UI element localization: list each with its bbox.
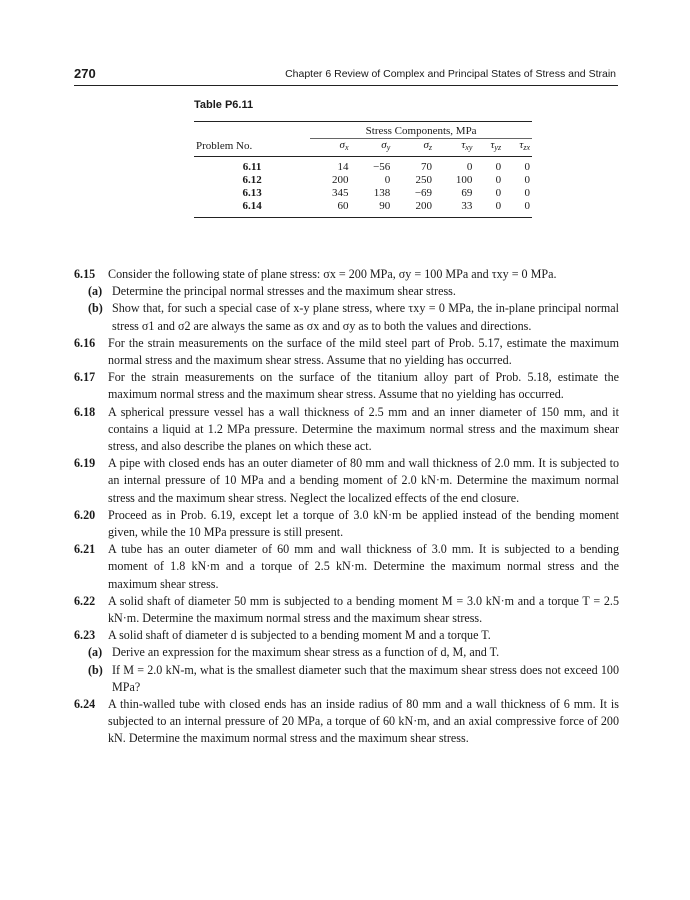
- table-row: [194, 200, 532, 218]
- problem-part: [74, 283, 619, 300]
- stress-value-cell: 0: [495, 174, 502, 186]
- stress-value-cell: 0: [524, 174, 530, 186]
- running-head: Chapter 6 Review of Complex and Principal States of Stress and Strain: [285, 68, 616, 80]
- problem-number: 6.17: [74, 370, 96, 385]
- stress-value-cell: 70: [421, 161, 433, 173]
- stress-value-cell: 14: [337, 161, 349, 173]
- stress-value-cell: 60: [310, 200, 350, 218]
- column-header-sigma-y: $\sigma_y$: [351, 139, 393, 157]
- problem-text: A spherical pressure vessel has a wall thickness of 2.5 mm and an inner diameter of 150 mm, and it contains a liquid at 1.2 MPa pressure. Determine the maximum normal stress and the maximum shear stress, and also describe the planes on which these act.: [108, 404, 619, 454]
- part-text: If M = 2.0 kN-m, what is the smallest diameter such that the maximum shear stress does not exceed 100 MPa?: [112, 662, 619, 694]
- stress-value-cell: 250: [415, 174, 433, 186]
- stress-value-cell: 69: [461, 187, 473, 199]
- problem-6-24: [74, 696, 619, 748]
- problem-part: [74, 662, 619, 696]
- stress-value-cell: 0: [474, 200, 503, 218]
- table-row: [194, 187, 532, 200]
- stress-value-cell: −56: [373, 161, 391, 173]
- problem-text: A solid shaft of diameter d is subjected to a bending moment M and a torque T.: [108, 628, 491, 643]
- problem-part: [74, 644, 619, 661]
- problem-text: Consider the following state of plane stress: σx = 200 MPa, σy = 100 MPa and τxy = 0 MPa.: [108, 267, 557, 281]
- problem-number-cell: 6.12: [242, 174, 262, 186]
- problem-6-16: [74, 335, 619, 369]
- problem-number: 6.16: [74, 335, 96, 350]
- part-label: (b): [88, 662, 103, 677]
- problem-6-18: [74, 404, 619, 456]
- column-header-problem-no: Problem No.: [194, 139, 310, 157]
- stress-value-cell: 90: [351, 200, 393, 218]
- stress-value-cell: 138: [373, 187, 391, 199]
- stress-value-cell: 33: [434, 200, 474, 218]
- problem-text: A solid shaft of diameter 50 mm is subjected to a bending moment M = 3.0 kN·m and a torque T = 2.5 kN·m. Determine the maximum normal stress and the maximum shear stress.: [108, 593, 619, 626]
- problem-number-cell: 6.13: [242, 187, 262, 199]
- problem-text: For the strain measurements on the surface of the titanium alloy part of Prob. 5.18, estimate the maximum normal stress and the maximum shear stress. Assume that no yielding has occurred.: [108, 370, 619, 402]
- stress-table: [194, 121, 532, 218]
- problem-6-15: [74, 266, 619, 283]
- problem-6-19: [74, 455, 619, 507]
- column-header-tau-zx: $\tau_{zx}$: [503, 139, 532, 157]
- column-header-tau-xy: $\tau_{xy}$: [434, 139, 474, 157]
- page-number: 270: [74, 66, 96, 81]
- part-label: (a): [88, 284, 103, 299]
- part-text: Derive an expression for the maximum shear stress as a function of d, M, and T.: [112, 645, 500, 660]
- stress-value-cell: 0: [524, 187, 530, 199]
- table-body: [194, 157, 532, 218]
- problem-text: Proceed as in Prob. 6.19, except let a torque of 3.0 kN·m be applied instead of the bending moment given, while the 10 MPa pressure is still present.: [108, 507, 619, 540]
- problem-6-17: [74, 369, 619, 403]
- table-group-header: Stress Components, MPa: [310, 122, 532, 139]
- problem-number: 6.15: [74, 267, 96, 281]
- part-label: (b): [88, 301, 103, 316]
- stress-value-cell: 0: [495, 187, 502, 199]
- problem-number-cell: 6.14: [194, 200, 310, 218]
- problem-number: 6.19: [74, 456, 96, 471]
- problem-6-20: [74, 507, 619, 541]
- stress-value-cell: 0: [524, 161, 530, 173]
- part-label: (a): [88, 645, 103, 660]
- stress-value-cell: 0: [466, 161, 473, 173]
- problem-number-cell: 6.11: [242, 161, 262, 173]
- problem-number: 6.23: [74, 628, 96, 643]
- stress-value-cell: 0: [503, 200, 532, 218]
- problem-part: [74, 300, 619, 334]
- problem-text: For the strain measurements on the surface of the mild steel part of Prob. 5.17, estimate the maximum normal stress and the maximum shear stress. Assume that no yielding has occurred.: [108, 335, 619, 368]
- column-header-tau-yz: $\tau_{yz}$: [474, 139, 503, 157]
- problem-number: 6.21: [74, 542, 96, 557]
- stress-value-cell: 345: [332, 187, 349, 199]
- stress-value-cell: 0: [495, 161, 502, 173]
- column-header-sigma-x: $\sigma_x$: [310, 139, 350, 157]
- problem-text: A thin-walled tube with closed ends has an inside radius of 80 mm and a wall thickness of 6 mm. It is subjected to an internal pressure of 20 MPa, a torque of 60 kN·m, and an axial compressive force of 200 kN. Determine the maximum normal stress and the maximum shear stress.: [108, 697, 619, 746]
- stress-value-cell: 0: [384, 174, 391, 186]
- problem-number: 6.24: [74, 697, 96, 712]
- stress-value-cell: 100: [455, 174, 473, 186]
- table-title: Table P6.11: [194, 99, 254, 111]
- table-row: [194, 157, 532, 175]
- problem-text: A pipe with closed ends has an outer diameter of 80 mm and wall thickness of 2.0 mm. It is subjected to an internal pressure of 10 MPa and a bending moment of 2.0 kN·m. Determine the maximum normal stress and the maximum shear stress. Neglect the localized effects of the end closure.: [108, 456, 619, 505]
- problem-text: A tube has an outer diameter of 60 mm and wall thickness of 3.0 mm. It is subjected to a bending moment of 1.8 kN·m and a torque of 2.5 kN·m. Determine the maximum normal stress and the maximum shear stress.: [108, 542, 619, 591]
- stress-value-cell: 200: [332, 174, 349, 186]
- table-column-headers: [194, 139, 532, 157]
- table-row: [194, 174, 532, 187]
- part-text: Show that, for such a special case of x-y plane stress, where τxy = 0 MPa, the in-plane principal normal stress σ1 and σ2 are always the same as σx and σy as to both the values and directions.: [112, 301, 619, 333]
- problem-list: [74, 266, 619, 748]
- problem-number: 6.20: [74, 507, 96, 522]
- stress-value-cell: −69: [414, 187, 433, 199]
- problem-6-23: [74, 627, 619, 644]
- column-header-sigma-z: $\sigma_z$: [392, 139, 434, 157]
- part-text: Determine the principal normal stresses and the maximum shear stress.: [112, 284, 456, 299]
- problem-6-21: [74, 541, 619, 593]
- page-header: [74, 66, 618, 86]
- problem-6-22: [74, 593, 619, 627]
- problem-number: 6.18: [74, 404, 96, 419]
- problem-number: 6.22: [74, 593, 96, 608]
- stress-value-cell: 200: [392, 200, 434, 218]
